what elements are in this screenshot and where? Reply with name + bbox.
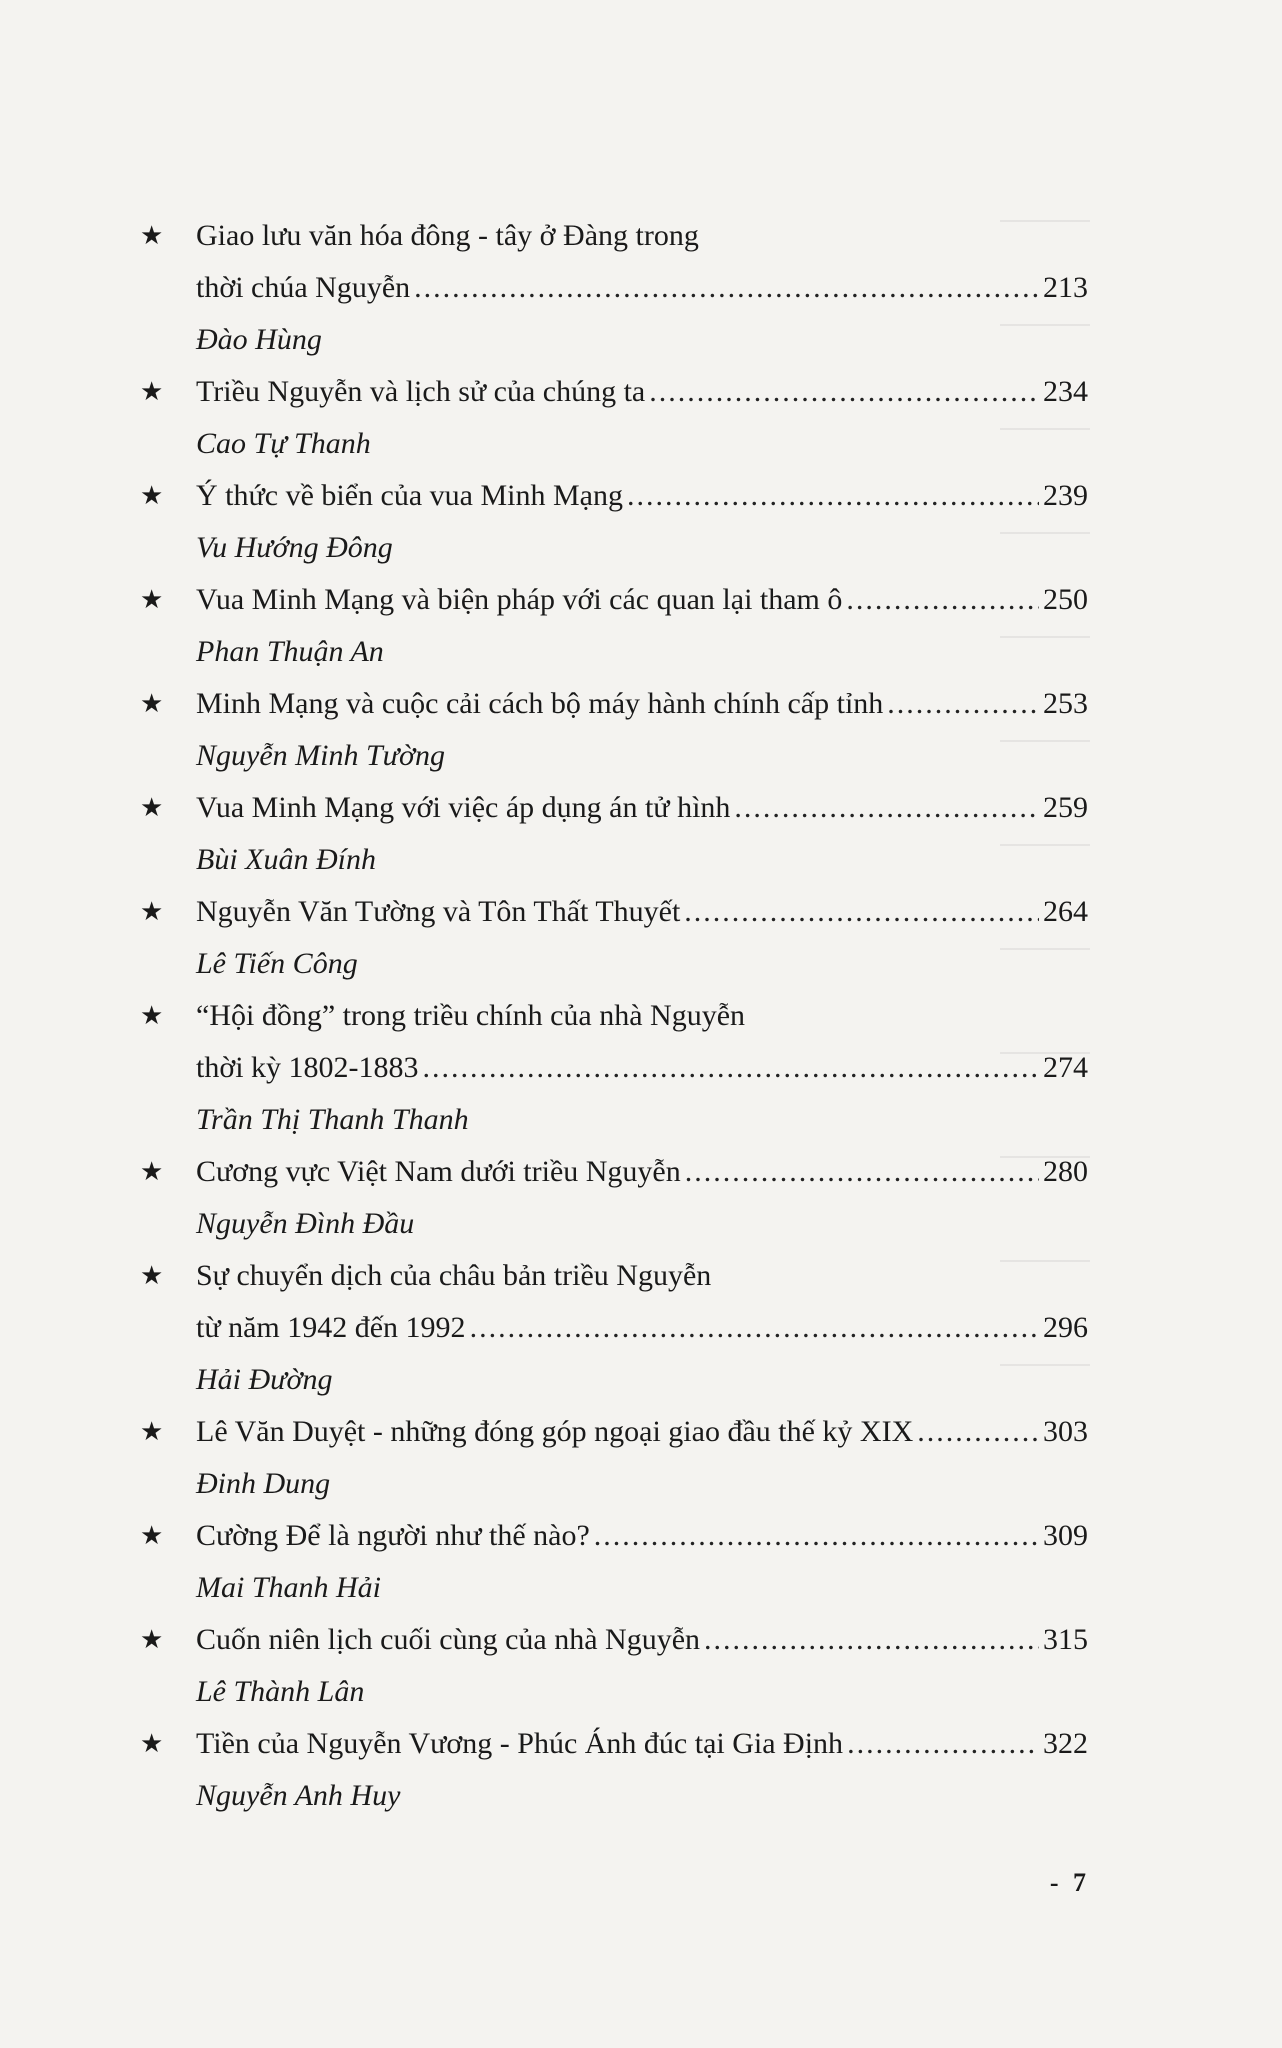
- toc-title-row: [140, 1614, 1088, 1666]
- toc-title-row: [140, 1302, 1088, 1354]
- toc-page-number: 213: [1043, 271, 1088, 304]
- dot-leader: [917, 1406, 1039, 1458]
- toc-page-number: 250: [1043, 583, 1088, 616]
- toc-entry: [140, 1250, 1088, 1406]
- toc-title-line: [196, 990, 1088, 1042]
- toc-title-line: [196, 1718, 1088, 1770]
- toc-title-row: [140, 1250, 1088, 1302]
- toc-title-row: [140, 1146, 1088, 1198]
- toc-author: Mai Thanh Hải: [196, 1571, 382, 1604]
- toc-page-number: 309: [1043, 1519, 1088, 1552]
- toc-page-number: 280: [1043, 1155, 1088, 1188]
- toc-title-line: [196, 366, 1088, 418]
- star-icon: ★: [140, 221, 164, 251]
- star-icon: ★: [140, 793, 164, 823]
- toc-title-row: [140, 782, 1088, 834]
- toc-title: thời chúa Nguyễn: [196, 271, 411, 304]
- toc-entry: [140, 1718, 1088, 1822]
- toc-title: “Hội đồng” trong triều chính của nhà Nguyễn: [196, 999, 746, 1032]
- toc-title-row: [140, 262, 1088, 314]
- toc-title-row: [140, 1510, 1088, 1562]
- toc-page-number: 234: [1043, 375, 1088, 408]
- dot-leader: [423, 1042, 1039, 1094]
- toc-author: Trần Thị Thanh Thanh: [196, 1103, 469, 1136]
- toc-page-number: 315: [1043, 1623, 1088, 1656]
- toc-title-line: [196, 1042, 1088, 1094]
- toc-entry: [140, 574, 1088, 678]
- toc-page-number: 274: [1043, 1051, 1088, 1084]
- toc-title-row: [140, 366, 1088, 418]
- toc-title: Cuốn niên lịch cuối cùng của nhà Nguyễn: [196, 1623, 701, 1656]
- star-icon: ★: [140, 1261, 164, 1291]
- toc-title-line: [196, 262, 1088, 314]
- dot-leader: [684, 886, 1039, 938]
- toc-entry: [140, 782, 1088, 886]
- toc-title: Cường Để là người như thế nào?: [196, 1519, 590, 1552]
- dot-leader: [627, 470, 1039, 522]
- toc-title-row: [140, 990, 1088, 1042]
- toc-page-number: 239: [1043, 479, 1088, 512]
- toc-title-row: [140, 886, 1088, 938]
- dot-leader: [847, 1718, 1039, 1770]
- toc-title-row: [140, 1718, 1088, 1770]
- toc-title-line: [196, 210, 1088, 262]
- star-icon: ★: [140, 585, 164, 615]
- star-icon: ★: [140, 897, 164, 927]
- toc-title-line: [196, 1302, 1088, 1354]
- toc-author: Bùi Xuân Đính: [196, 843, 376, 876]
- toc-author: Nguyễn Đình Đầu: [196, 1207, 415, 1240]
- star-icon: ★: [140, 377, 164, 407]
- toc-title-row: [140, 678, 1088, 730]
- toc-title-line: [196, 1406, 1088, 1458]
- dot-leader: [734, 782, 1039, 834]
- table-of-contents: [140, 210, 1088, 1822]
- toc-page-number: 322: [1043, 1727, 1088, 1760]
- toc-title-line: [196, 1510, 1088, 1562]
- toc-title-line: [196, 678, 1088, 730]
- dot-leader: [649, 366, 1039, 418]
- dot-leader: [846, 574, 1039, 626]
- toc-title: Triều Nguyễn và lịch sử của chúng ta: [196, 375, 646, 408]
- toc-entry: [140, 886, 1088, 990]
- toc-title-line: [196, 886, 1088, 938]
- star-icon: ★: [140, 1157, 164, 1187]
- toc-author: Lê Thành Lân: [196, 1675, 365, 1708]
- toc-page-number: 259: [1043, 791, 1088, 824]
- toc-title-line: [196, 1146, 1088, 1198]
- toc-title: Vua Minh Mạng và biện pháp với các quan lại tham ô: [196, 583, 843, 616]
- toc-entry: [140, 1146, 1088, 1250]
- toc-title-row: [140, 574, 1088, 626]
- toc-title-line: [196, 574, 1088, 626]
- toc-title: Sự chuyển dịch của châu bản triều Nguyễn: [196, 1259, 712, 1292]
- toc-title-line: [196, 1614, 1088, 1666]
- toc-author: Cao Tự Thanh: [196, 427, 371, 460]
- star-icon: ★: [140, 689, 164, 719]
- page-number-footer: - 7: [1049, 1868, 1090, 1897]
- toc-author: Nguyễn Minh Tường: [196, 739, 446, 772]
- toc-title: thời kỳ 1802-1883: [196, 1051, 419, 1084]
- dot-leader: [704, 1614, 1039, 1666]
- star-icon: ★: [140, 1417, 164, 1447]
- toc-title: từ năm 1942 đến 1992: [196, 1311, 466, 1344]
- toc-page-number: 296: [1043, 1311, 1088, 1344]
- toc-title: Lê Văn Duyệt - những đóng góp ngoại giao đầu thế kỷ XIX: [196, 1415, 914, 1448]
- toc-title-row: [140, 470, 1088, 522]
- toc-entry: [140, 678, 1088, 782]
- toc-title-row: [140, 1406, 1088, 1458]
- toc-title-row: [140, 1042, 1088, 1094]
- toc-title: Tiền của Nguyễn Vương - Phúc Ánh đúc tại Gia Định: [196, 1727, 844, 1760]
- toc-author: Phan Thuận An: [196, 635, 384, 668]
- toc-page-number: 303: [1043, 1415, 1088, 1448]
- star-icon: ★: [140, 1521, 164, 1551]
- star-icon: ★: [140, 1729, 164, 1759]
- toc-title-line: [196, 1250, 1088, 1302]
- star-icon: ★: [140, 481, 164, 511]
- star-icon: ★: [140, 1625, 164, 1655]
- dot-leader: [470, 1302, 1039, 1354]
- toc-author: Đào Hùng: [196, 323, 322, 356]
- star-icon: ★: [140, 1001, 164, 1031]
- toc-entry: [140, 470, 1088, 574]
- toc-title: Giao lưu văn hóa đông - tây ở Đàng trong: [196, 219, 699, 252]
- dot-leader: [685, 1146, 1039, 1198]
- toc-entry: [140, 990, 1088, 1146]
- toc-author: Nguyễn Anh Huy: [196, 1779, 401, 1812]
- toc-title-line: [196, 470, 1088, 522]
- toc-author: Đinh Dung: [196, 1467, 331, 1500]
- toc-page-number: 253: [1043, 687, 1088, 720]
- toc-entry: [140, 366, 1088, 470]
- toc-title: Cương vực Việt Nam dưới triều Nguyễn: [196, 1155, 681, 1188]
- dot-leader: [414, 262, 1039, 314]
- toc-entry: [140, 210, 1088, 366]
- toc-entry: [140, 1614, 1088, 1718]
- toc-title: Minh Mạng và cuộc cải cách bộ máy hành chính cấp tỉnh: [196, 687, 884, 720]
- toc-entry: [140, 1510, 1088, 1614]
- toc-author: Vu Hướng Đông: [196, 531, 393, 564]
- toc-title: Ý thức về biển của vua Minh Mạng: [196, 479, 623, 512]
- toc-title-line: [196, 782, 1088, 834]
- toc-title: Vua Minh Mạng với việc áp dụng án tử hình: [196, 791, 731, 824]
- dot-leader: [594, 1510, 1039, 1562]
- toc-entry: [140, 1406, 1088, 1510]
- toc-author: Lê Tiến Công: [196, 947, 358, 980]
- dot-leader: [887, 678, 1039, 730]
- toc-title: Nguyễn Văn Tường và Tôn Thất Thuyết: [196, 895, 681, 928]
- toc-page-number: 264: [1043, 895, 1088, 928]
- toc-title-row: [140, 210, 1088, 262]
- toc-author: Hải Đường: [196, 1363, 333, 1396]
